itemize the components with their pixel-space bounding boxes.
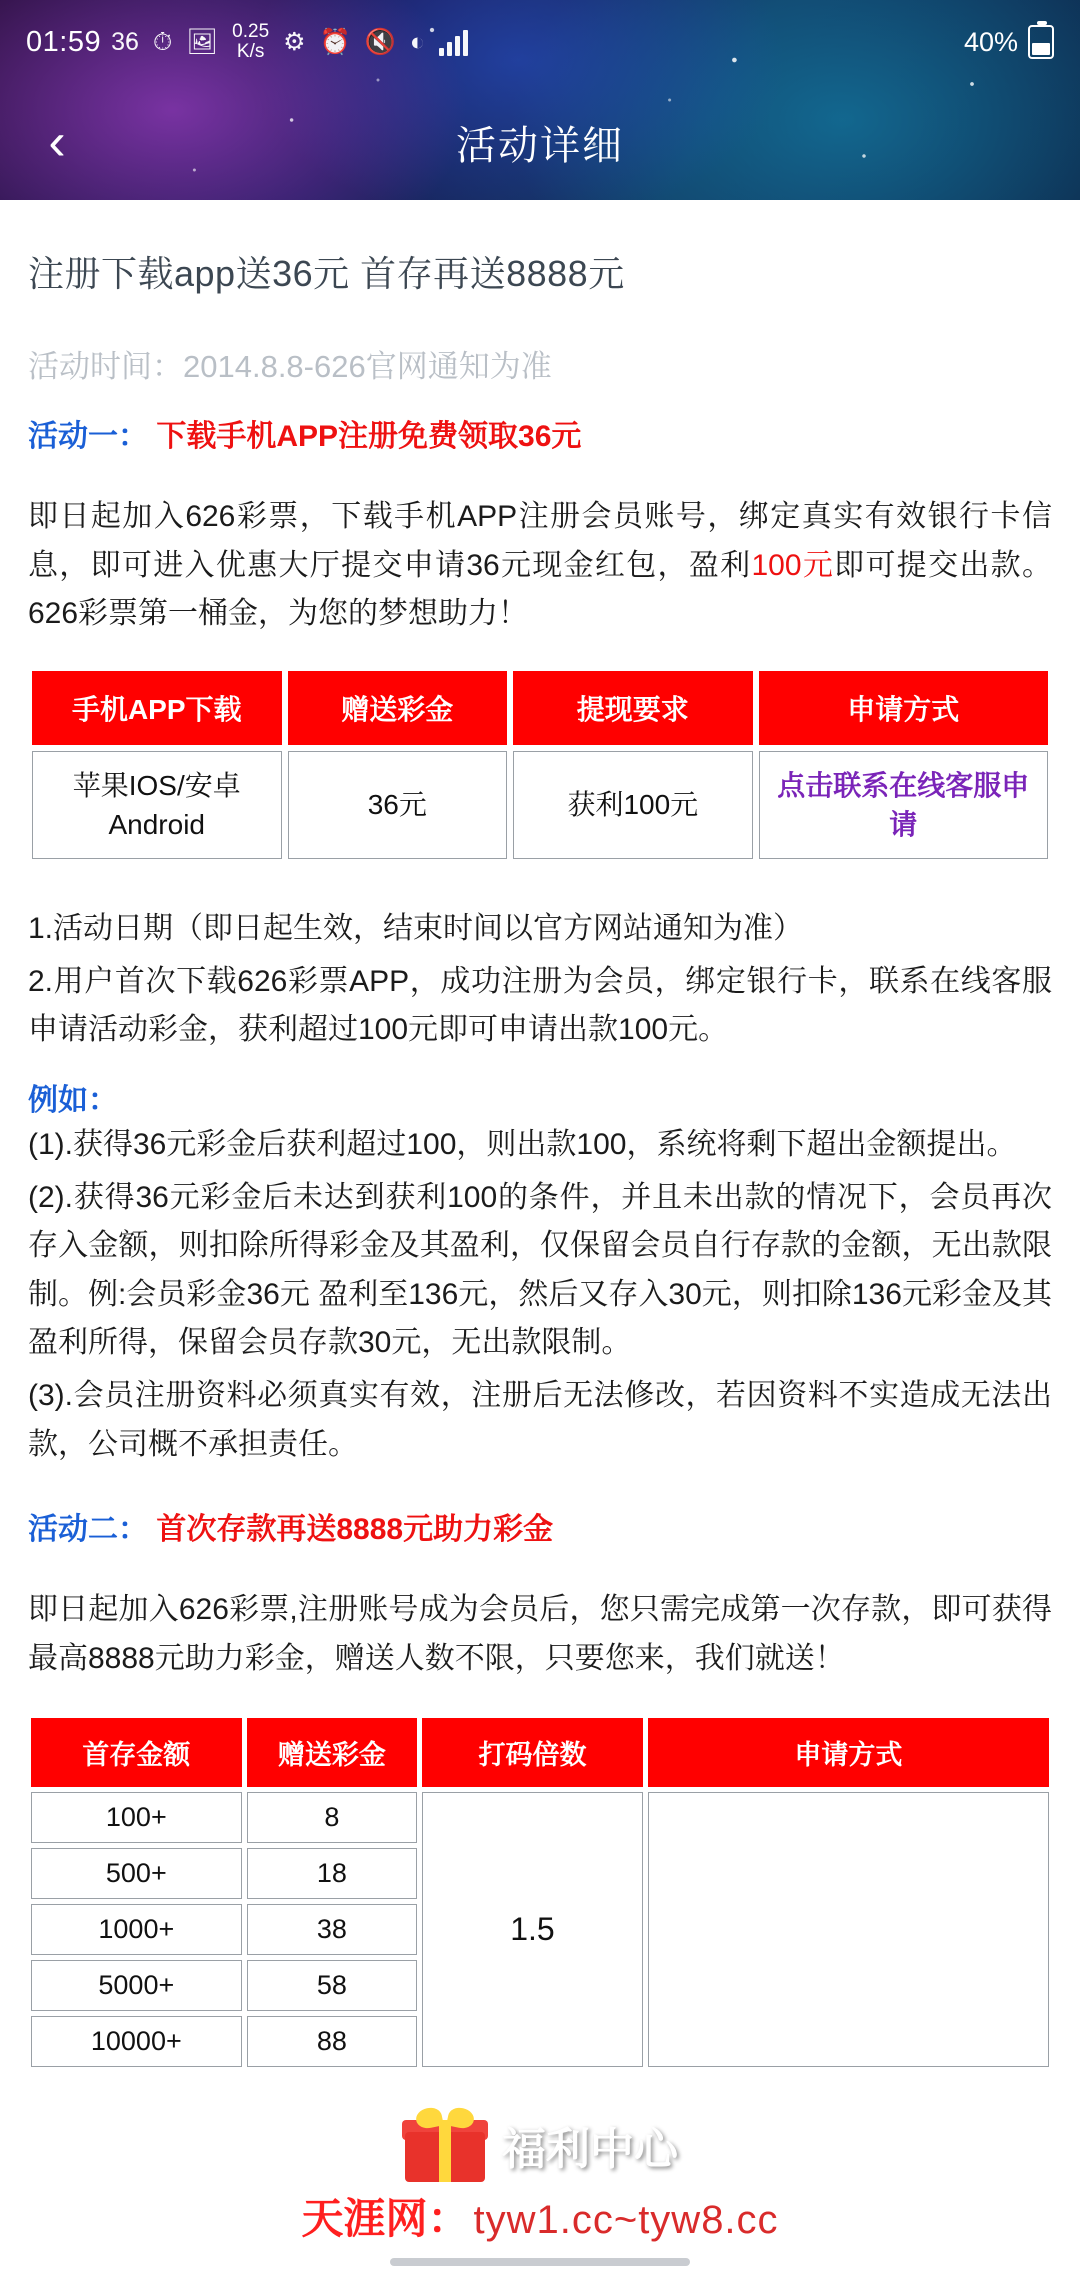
example-1: (1).获得36元彩金后获利超过100，则出款100，系统将剩下超出金额提出。: [28, 1127, 1017, 1161]
bluetooth-icon: ⚙: [283, 27, 306, 56]
table2-multiplier: 1.5: [422, 1792, 643, 2067]
section-one-label: 活动一：: [28, 420, 148, 453]
table1-cell-0-2: 获利100元: [513, 751, 753, 859]
table1-header-3: 申请方式: [759, 671, 1048, 745]
status-bar: [0, 0, 1080, 84]
rule-line-1: 1.活动日期（即日起生效，结束时间以官方网站通知为准）: [28, 912, 804, 946]
watermark-url: tyw1.cc~tyw8.cc: [473, 2198, 779, 2242]
watermark-overlay: [0, 2108, 1080, 2246]
para1-part-b: 即可提交出款。626彩票第一桶金，为您的梦想助力！: [28, 548, 1052, 631]
section-one-heading: [26, 412, 1054, 467]
watermark-title: 福利中心: [502, 2125, 678, 2174]
watermark-title-row: [402, 2108, 678, 2182]
home-indicator[interactable]: [390, 2258, 690, 2266]
table2-apply-method: [648, 1792, 1049, 2067]
para1-highlight: 100元: [751, 548, 835, 582]
alarm-icon: ⏰: [319, 27, 351, 56]
watermark-brand: 天涯网：: [301, 2195, 470, 2242]
table2-cell-4-1: 88: [247, 2016, 418, 2067]
app-bar: [0, 84, 1080, 200]
example-2: (2).获得36元彩金后未达到获利100的条件，并且未出款的情况下，会员再次存入金额，则扣除所得彩金及其盈利，仅保留会员自行存款的金额，无出款限制。例:会员彩金36元 盈利至136元，然后又存入30元，则扣除136元彩金及其盈利所得，保留会员存款30元，无出款限制。: [28, 1180, 1052, 1360]
table2-cell-2-1: 38: [247, 1904, 418, 1955]
example-label: 例如：: [28, 1083, 118, 1117]
network-speed-unit: K/s: [236, 41, 265, 62]
contact-support-link[interactable]: 点击联系在线客服申请: [759, 751, 1048, 859]
promo-table-two-wrapper: [26, 1713, 1054, 2072]
table2-cell-1-0: 500+: [31, 1848, 242, 1899]
status-right-group: [964, 25, 1054, 59]
timer-icon: ⏱: [152, 27, 173, 56]
table2-header-3: 申请方式: [648, 1718, 1049, 1787]
mute-icon: 🔇: [364, 27, 396, 56]
table1-header-2: 提现要求: [513, 671, 753, 745]
example-3: (3).会员注册资料必须真实有效，注册后无法修改，若因资料不实造成无法出款，公司概不承担责任。: [28, 1378, 1052, 1461]
para1-part-a: 即日起加入626彩票，下载手机APP注册会员账号，绑定真实有效银行卡信息，即可进入优惠大厅提交申请36元现金红包，盈利: [28, 500, 1052, 582]
signal-icon: [439, 28, 468, 56]
table2-header-2: 打码倍数: [422, 1718, 643, 1787]
table2-cell-0-1: 8: [247, 1792, 418, 1843]
table2-cell-3-0: 5000+: [31, 1960, 242, 2011]
header-region: [0, 0, 1080, 200]
section-one-title: 下载手机APP注册免费领取36元: [156, 420, 582, 453]
table2-cell-4-0: 10000+: [31, 2016, 242, 2067]
table2-cell-3-1: 58: [247, 1960, 418, 2011]
table-row: [32, 751, 1048, 859]
table1-header-0: 手机APP下载: [32, 671, 282, 745]
section-two-paragraph: 即日起加入626彩票,注册账号成为会员后，您只需完成第一次存款，即可获得最高8888元助力彩金，赠送人数不限，只要您来，我们就送！: [28, 1593, 1052, 1675]
table2-header-0: 首存金额: [31, 1718, 242, 1787]
image-icon: 🖼: [186, 27, 219, 56]
table-header-row: [31, 1718, 1049, 1787]
table-row: [31, 1792, 1049, 1843]
section-two-title: 首次存款再送8888元助力彩金: [156, 1513, 554, 1547]
back-arrow-icon[interactable]: ‹: [48, 113, 66, 171]
battery-icon: [1028, 25, 1054, 59]
badge-count-icon: 36: [111, 27, 139, 56]
table2-cell-1-1: 18: [247, 1848, 418, 1899]
promo-table-one-wrapper: [26, 643, 1054, 875]
table2-cell-2-0: 1000+: [31, 1904, 242, 1955]
table1-cell-0-0: 苹果IOS/安卓Android: [32, 751, 282, 859]
table-header-row: [32, 671, 1048, 745]
rule-line-2: 2.用户首次下载626彩票APP，成功注册为会员，绑定银行卡，联系在线客服申请活动彩金，获利超过100元即可申请出款100元。: [28, 964, 1052, 1047]
watermark-brand-row: [301, 2186, 778, 2246]
battery-percent: 40%: [963, 26, 1018, 57]
post-meta: 活动时间：2014.8.8-626官网通知为准: [28, 349, 552, 384]
status-time: 01:59: [26, 25, 102, 58]
section-two-heading: [26, 1473, 1054, 1560]
promo-table-one: [26, 665, 1054, 865]
status-left-icons: [111, 22, 468, 62]
table2-cell-0-0: 100+: [31, 1792, 242, 1843]
post-title: 注册下载app送36元 首存再送8888元: [28, 253, 625, 294]
network-speed-value: 0.25: [232, 21, 270, 43]
table1-cell-0-1: 36元: [288, 751, 508, 859]
page-title: 活动详细: [456, 123, 624, 168]
network-speed-indicator: [232, 22, 269, 62]
section-two-label: 活动二：: [28, 1513, 148, 1547]
table2-header-1: 赠送彩金: [247, 1718, 418, 1787]
promo-table-two: [26, 1713, 1054, 2072]
gift-box-icon: [402, 2108, 488, 2182]
article-content: [0, 200, 1080, 2072]
section-one-paragraph: [26, 467, 1054, 643]
wifi-icon: ◐: [409, 27, 425, 56]
table1-header-1: 赠送彩金: [288, 671, 508, 745]
